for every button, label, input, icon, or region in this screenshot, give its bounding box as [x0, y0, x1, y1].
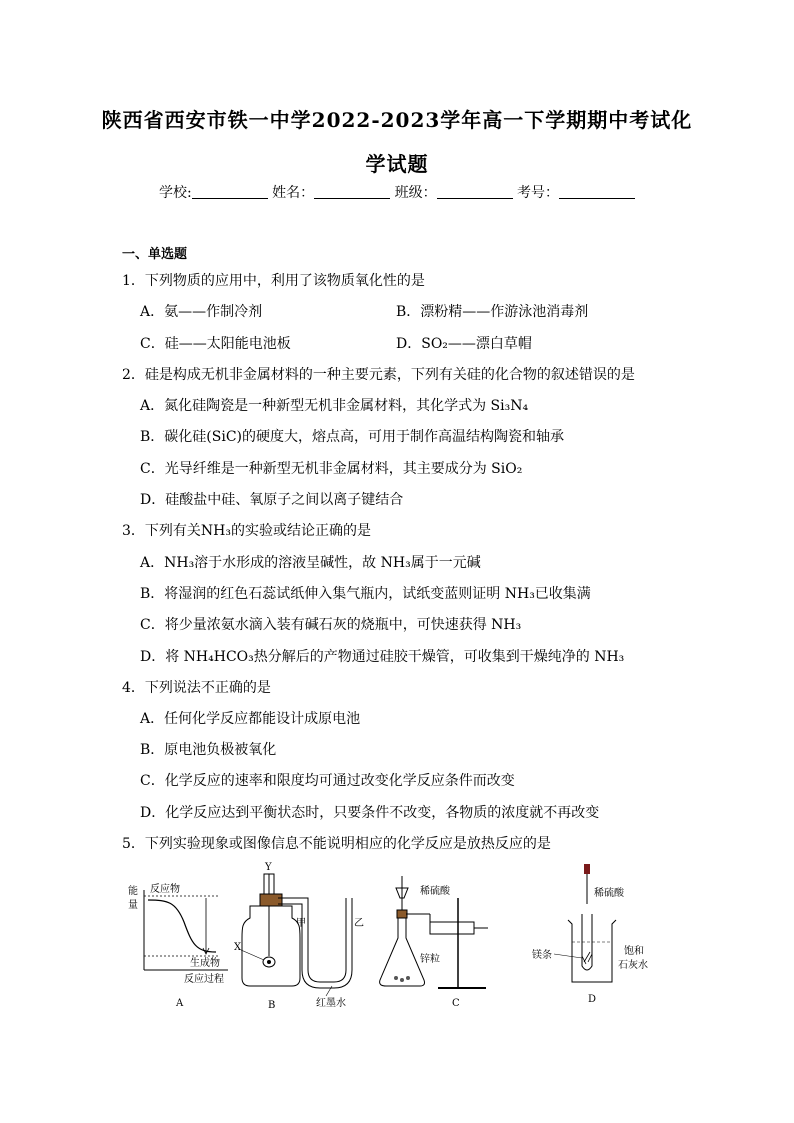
fig-d-lime-label-1: 饱和	[624, 946, 644, 957]
q4-option-c: C．化学反应的速率和限度均可通过改变化学反应条件而改变	[140, 773, 515, 789]
fig-a-product-label: 生成物	[190, 958, 220, 969]
fig-b-x-label: X	[234, 942, 242, 953]
fig-c-syringe	[430, 922, 474, 934]
fig-a-reactant-label: 反应物	[150, 884, 180, 895]
q1-option-a: A．氨——作制冷剂	[140, 304, 263, 320]
fig-b-yi-label: 乙	[354, 918, 364, 929]
exam-no-blank[interactable]	[559, 184, 635, 199]
q1-stem: 1．下列物质的应用中，利用了该物质氧化性的是	[122, 273, 425, 289]
q4-option-d: D．化学反应达到平衡状态时，只要条件不改变，各物质的浓度就不再改变	[140, 805, 600, 821]
section-heading: 一、单选题	[122, 247, 188, 262]
fig-c-acid-label: 稀硫酸	[420, 886, 450, 897]
q3-stem: 3．下列有关NH₃的实验或结论正确的是	[122, 523, 371, 539]
q5-stem: 5．下列实验现象或图像信息不能说明相应的化学反应是放热反应的是	[122, 836, 551, 852]
figure-c-syringe-apparatus	[380, 876, 488, 1009]
q3-option-c: C．将少量浓氨水滴入装有碱石灰的烧瓶中，可快速获得 NH₃	[140, 617, 522, 633]
fig-d-mg-label: 镁条	[532, 950, 552, 961]
q3-option-b: B．将湿润的红色石蕊试纸伸入集气瓶内，试纸变蓝则证明 NH₃已收集满	[140, 586, 591, 602]
doc-title-line2: 学试题	[365, 152, 429, 176]
fig-d-acid-label: 稀硫酸	[594, 888, 624, 899]
fig-d-lime-label-2: 石灰水	[618, 960, 648, 971]
fig-b-flask	[242, 906, 300, 986]
class-label: 班级：	[394, 185, 437, 201]
fig-d-caption: D	[588, 994, 597, 1005]
q4-option-a: A．任何化学反应都能设计成原电池	[140, 711, 361, 727]
fig-d-dropper-bulb	[584, 864, 590, 874]
q2-option-d: D．硅酸盐中硅、氧原子之间以离子键结合	[140, 492, 404, 508]
class-blank[interactable]	[437, 184, 513, 199]
school-label: 学校:	[158, 185, 192, 201]
fig-a-ylabel-1: 能	[128, 886, 138, 897]
q3-option-d: D．将 NH₄HCO₃热分解后的产物通过硅胶干燥管，可收集到干燥纯净的 NH₃	[140, 649, 625, 665]
q1-option-c: C．硅——太阳能电池板	[140, 336, 291, 352]
fig-a-caption: A	[176, 998, 184, 1009]
q1-option-b: B．漂粉精——作游泳池消毒剂	[396, 304, 589, 320]
q3-option-a: A．NH₃溶于水形成的溶液呈碱性，故 NH₃属于一元碱	[140, 555, 481, 571]
fig-a-ylabel-2: 量	[128, 900, 138, 911]
fig-c-zinc-label: 锌粒	[420, 954, 440, 965]
q4-stem: 4．下列说法不正确的是	[122, 680, 271, 696]
q5-figures	[120, 858, 680, 1018]
q2-option-b: B．碳化硅(SiC)的硬度大，熔点高，可用于制作高温结构陶瓷和轴承	[140, 429, 564, 445]
q2-option-a: A．氮化硅陶瓷是一种新型无机非金属材料，其化学式为 Si₃N₄	[140, 398, 529, 414]
q4-option-b: B．原电池负极被氧化	[140, 742, 277, 758]
fig-b-y-label: Y	[265, 862, 272, 873]
fig-c-conical-flask	[380, 918, 425, 986]
fig-b-jia-label: 甲	[296, 918, 306, 929]
fig-c-caption: C	[452, 998, 460, 1009]
q2-stem: 2．硅是构成无机非金属材料的一种主要元素，下列有关硅的化合物的叙述错误的是	[122, 367, 635, 383]
fig-b-ink-label: 红墨水	[316, 998, 346, 1009]
exam-no-label: 考号：	[517, 185, 560, 201]
doc-title-line1: 陕西省西安市铁一中学2022-2023学年高一下学期期中考试化	[101, 108, 693, 132]
name-label: 姓名：	[272, 185, 315, 201]
student-info-line	[0, 182, 794, 202]
figure-a-energy-diagram	[128, 882, 228, 1009]
school-blank[interactable]	[192, 184, 268, 199]
q2-option-c: C．光导纤维是一种新型无机非金属材料，其主要成分为 SiO₂	[140, 461, 523, 477]
fig-a-xlabel: 反应过程	[184, 974, 224, 985]
fig-b-caption: B	[268, 1000, 276, 1011]
name-blank[interactable]	[314, 184, 390, 199]
figure-b-u-tube-apparatus	[234, 862, 364, 1011]
figure-d-beaker-apparatus	[532, 864, 648, 1005]
q1-option-d: D．SO₂——漂白草帽	[396, 336, 532, 352]
